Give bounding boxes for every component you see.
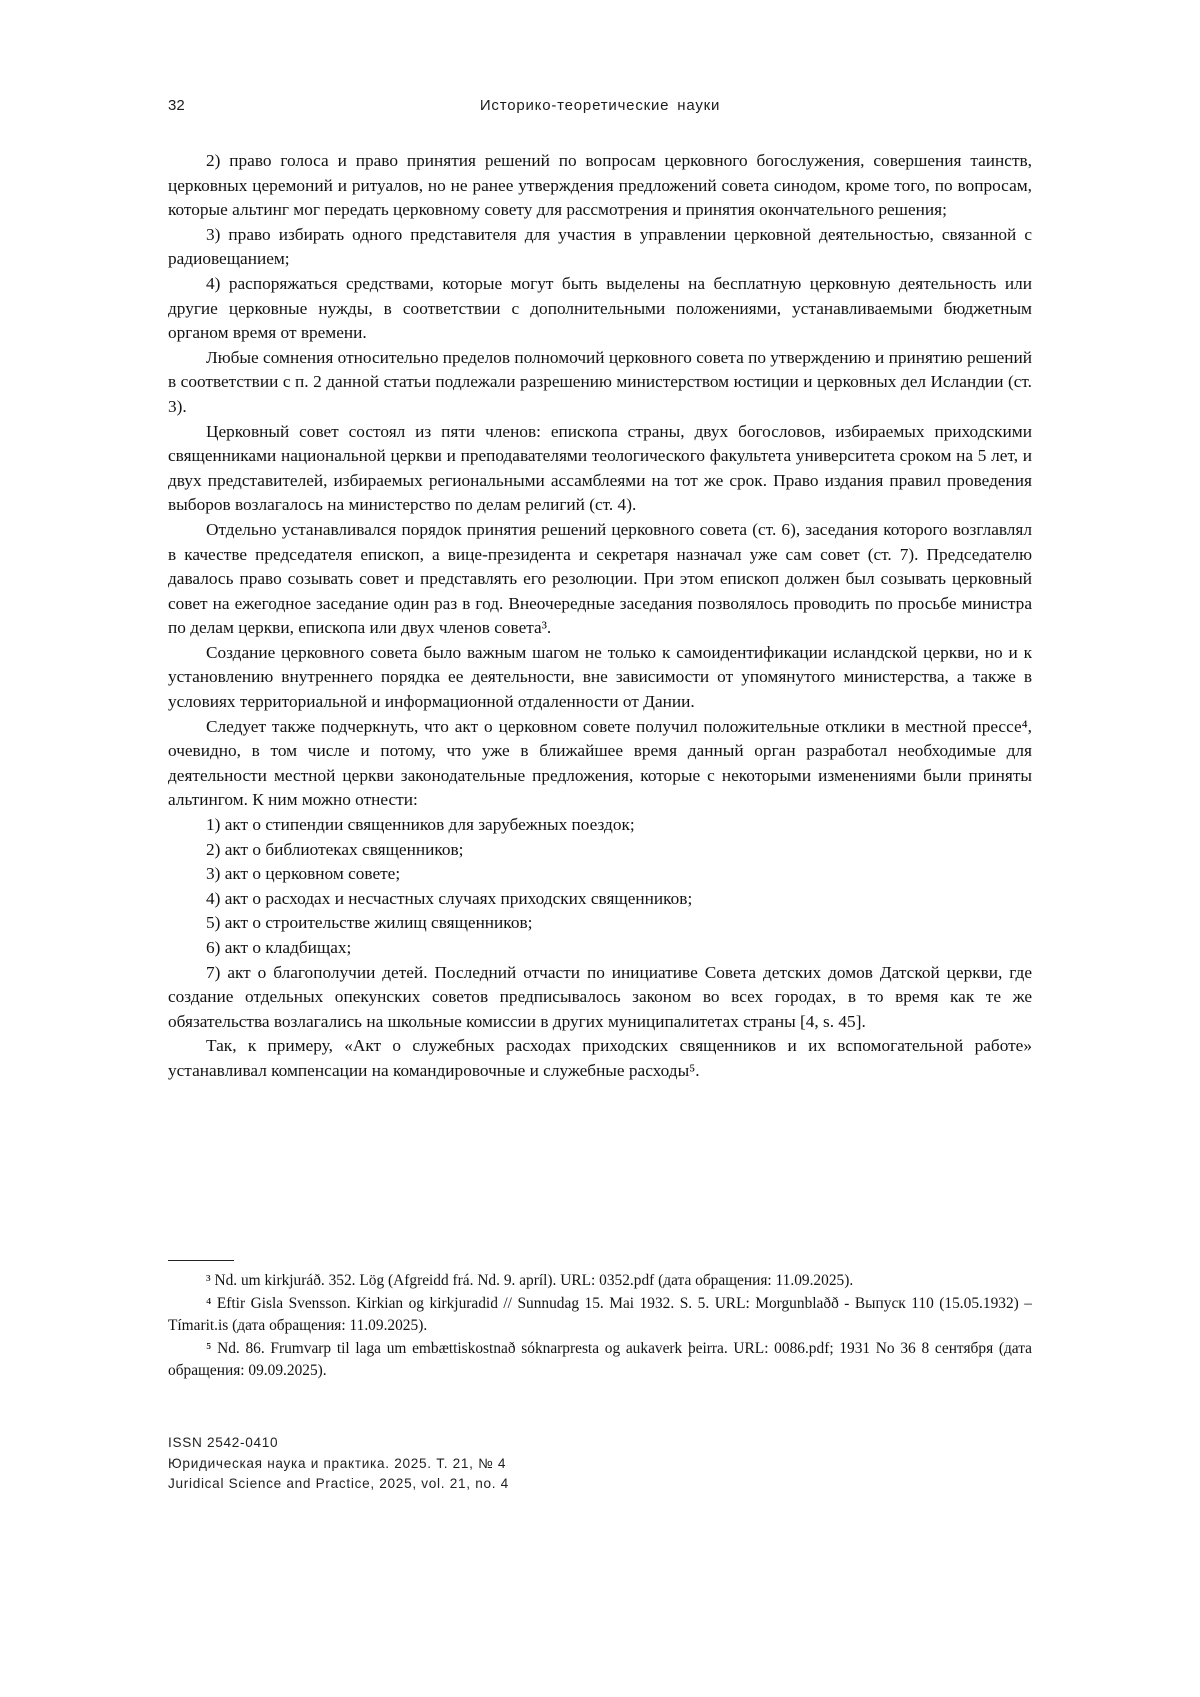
- running-head: Историко-теоретические науки: [479, 97, 721, 114]
- page-footer: [168, 1433, 509, 1495]
- page-number: 32: [168, 97, 185, 114]
- paragraph: Отдельно устанавливался порядок принятия решений церковного совета (ст. 6), заседания которого возглавлял в качестве председателя епископ, а вице-президента и секретаря назначал уже сам совет (ст. 7). Председателю давалось право созывать совет и представлять его резолюции. При этом епископ должен был созывать церковный совет на ежегодное заседание один раз в год. Внеочередные заседания позволялось проводить по просьбе министра по делам церкви, епископа или двух членов совета³.: [168, 519, 1032, 638]
- footnote: ⁴ Eftir Gisla Svensson. Kirkian og kirkjuradid // Sunnudag 15. Mai 1932. S. 5. URL: Morgunblaðð - Выпуск 110 (15.05.1932) – Tímarit.is (дата обращения: 11.09.2025).: [168, 1294, 1032, 1335]
- paragraph: Любые сомнения относительно пределов полномочий церковного совета по утверждению и принятию решений в соответствии с п. 2 данной статьи подлежали разрешению министерством юстиции и церковных дел Исландии (ст. 3).: [168, 347, 1032, 416]
- paragraph: 2) право голоса и право принятия решений по вопросам церковного богослужения, совершения таинств, церковных церемоний и ритуалов, но не ранее утверждения предложений совета синодом, кроме того, по вопросам, которые альтинг мог передать церковному совету для рассмотрения и принятия окончательного решения;: [168, 151, 1032, 220]
- list-item: 5) акт о строительстве жилищ священников;: [206, 913, 533, 933]
- footer-journal-title-en: Juridical Science and Practice, 2025, vol. 21, no. 4: [168, 1476, 509, 1491]
- list-item: 4) акт о расходах и несчастных случаях приходских священников;: [206, 888, 693, 908]
- list-item: 1) акт о стипендии священников для зарубежных поездок;: [206, 815, 635, 835]
- list-item: 7) акт о благополучии детей. Последний отчасти по инициативе Совета детских домов Датской церкви, где создание отдельных опекунских советов предписывалось законом во всех городах, в то время как те же обязательства возлагались на школьные комиссии в других муниципалитетах страны [4, s. 45].: [168, 962, 1032, 1031]
- footnote-separator: [168, 1260, 234, 1261]
- paragraph: 4) распоряжаться средствами, которые могут быть выделены на бесплатную церковную деятельность или другие церковные нужды, в соответствии с дополнительными положениями, устанавливаемыми бюджетным органом время от времени.: [168, 273, 1032, 343]
- paragraph: Так, к примеру, «Акт о служебных расходах приходских священников и их вспомогательной работе» устанавливал компенсации на командировочные и служебные расходы⁵.: [168, 1036, 1032, 1080]
- footnote: ³ Nd. um kirkjuráð. 352. Lög (Afgreidd frá. Nd. 9. apríl). URL: 0352.pdf (дата обращения: 11.09.2025).: [206, 1272, 854, 1289]
- paragraph: Следует также подчеркнуть, что акт о церковном совете получил положительные отклики в местной прессе⁴, очевидно, в том числе и потому, что уже в ближайшее время данный орган разработал необходимые для деятельности местной церкви законодательные предложения, которые с некоторыми изменениями были приняты альтингом. К ним можно отнести:: [168, 716, 1032, 810]
- list-item: 6) акт о кладбищах;: [206, 938, 352, 957]
- paragraph: Создание церковного совета было важным шагом не только к самоидентификации исландской церкви, но и к установлению внутреннего порядка ее деятельности, вне зависимости от упомянутого министерства, а также в условиях территориальной и информационной отдаленности от Дании.: [168, 642, 1032, 712]
- list-item: 2) акт о библиотеках священников;: [206, 839, 464, 859]
- paragraph: Церковный совет состоял из пяти членов: епископа страны, двух богословов, избираемых приходскими священниками национальной церкви и преподавателями теологического факультета университета сроком на 5 лет, и двух представителей, избираемых региональными ассамблеями на тот же срок. Право издания правил проведения выборов возлагалось на министерство по делам религий (ст. 4).: [168, 421, 1032, 515]
- footer-journal-title-ru: Юридическая наука и практика. 2025. Т. 21, № 4: [168, 1455, 507, 1471]
- article-body: [168, 149, 1032, 1084]
- footnotes-section: [168, 1260, 1032, 1383]
- list-item: 3) акт о церковном совете;: [206, 864, 401, 884]
- footnote: ⁵ Nd. 86. Frumvarp til laga um embættiskostnað sóknarpresta og aukaverk þeirra. URL: 0086.pdf; 1931 No 36 8 сентября (дата обращения: 09.09.2025).: [168, 1339, 1032, 1380]
- footer-issn: ISSN 2542-0410: [168, 1435, 279, 1450]
- paragraph: 3) право избирать одного представителя для участия в управлении церковной деятельностью, связанной с радиовещанием;: [168, 224, 1032, 269]
- page-header: [168, 97, 1032, 117]
